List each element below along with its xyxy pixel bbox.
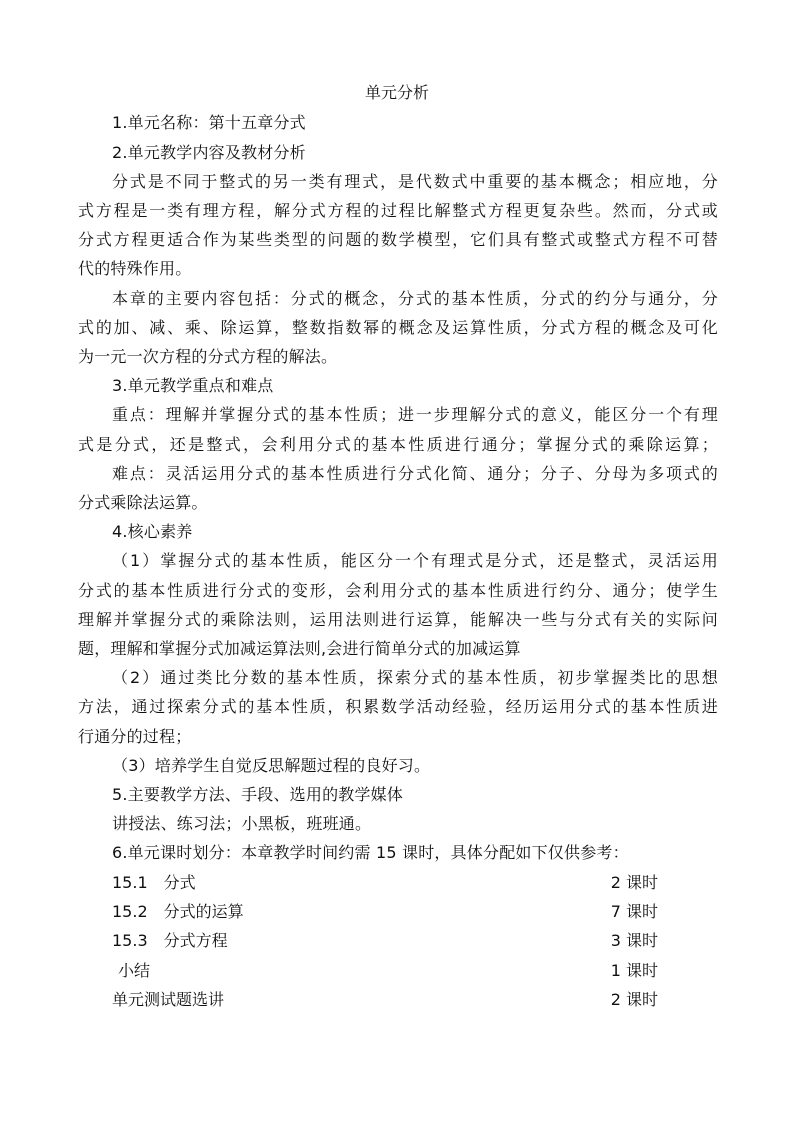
paragraph-line: 方法，通过探索分式的基本性质，积累数学活动经验，经历运用分式的基本性质进: [78, 697, 718, 716]
schedule-item-hours: 1 课时: [610, 961, 658, 980]
paragraph-line: 行通分的过程；: [78, 727, 192, 746]
paragraph-line: 讲授法、练习法；小黑板，班班通。: [112, 814, 372, 833]
schedule-item-name: 15.3 分式方程: [112, 931, 228, 950]
paragraph-line: 式是分式，还是整式，会利用分式的基本性质进行通分；掌握分式的乘除运算；: [78, 435, 718, 454]
paragraph-line: 重点：理解并掌握分式的基本性质；进一步理解分式的意义，能区分一个有理: [112, 405, 718, 424]
schedule-row: [112, 989, 658, 1011]
schedule-item-name: 15.2 分式的运算: [112, 902, 244, 921]
paragraph-line: 分式是不同于整式的另一类有理式，是代数式中重要的基本概念；相应地，分: [112, 172, 718, 191]
section-heading-key-points: 3.单元教学重点和难点: [112, 376, 274, 395]
schedule-row: [112, 901, 658, 923]
schedule-item-name: 单元测试题选讲: [112, 990, 225, 1009]
paragraph-line: 式的加、减、乘、除运算，整数指数幂的概念及运算性质，分式方程的概念及可化: [78, 318, 718, 337]
schedule-item-hours: 2 课时: [610, 873, 658, 892]
paragraph-line: 代的特殊作用。: [78, 259, 192, 278]
paragraph-line: （1）掌握分式的基本性质，能区分一个有理式是分式，还是整式，灵活运用: [112, 551, 718, 570]
section-heading-content-analysis: 2.单元教学内容及教材分析: [112, 143, 306, 162]
paragraph-line: 为一元一次方程的分式方程的解法。: [78, 347, 338, 366]
paragraph-line: 本章的主要内容包括：分式的概念，分式的基本性质，分式的约分与通分，分: [112, 289, 718, 308]
schedule-row: [112, 872, 658, 894]
paragraph-line: （2）通过类比分数的基本性质，探索分式的基本性质，初步掌握类比的思想: [112, 668, 718, 687]
schedule-item-name: 小结: [118, 961, 151, 980]
schedule-item-hours: 3 课时: [610, 931, 658, 950]
paragraph-line: 分式乘除法运算。: [78, 493, 208, 512]
page-title: 单元分析: [364, 83, 429, 102]
paragraph-line: （3）培养学生自觉反思解题过程的良好习。: [112, 756, 431, 775]
section-heading-methods: 5.主要教学方法、手段、选用的教学媒体: [112, 785, 404, 804]
paragraph-line: 难点：灵活运用分式的基本性质进行分式化简、通分；分子、分母为多项式的: [112, 464, 718, 483]
paragraph-line: 分式的基本性质进行分式的变形，会利用分式的基本性质进行约分、通分；使学生: [78, 581, 718, 600]
schedule-item-hours: 2 课时: [610, 990, 658, 1009]
schedule-item-name: 15.1 分式: [112, 873, 196, 892]
section-heading-core-literacy: 4.核心素养: [112, 522, 193, 541]
schedule-row: [112, 930, 658, 952]
paragraph-line: 题，理解和掌握分式加减运算法则,会进行简单分式的加减运算: [78, 639, 521, 658]
section-heading-unit-name: 1.单元名称：第十五章分式: [112, 113, 306, 132]
paragraph-line: 分式方程更适合作为某些类型的问题的数学模型，它们具有整式或整式方程不可替: [78, 230, 718, 249]
section-heading-schedule: 6.单元课时划分：本章教学时间约需 15 课时，具体分配如下仅供参考：: [112, 843, 629, 862]
paragraph-line: 理解并掌握分式的乘除法则，运用法则进行运算，能解决一些与分式有关的实际问: [78, 610, 718, 629]
paragraph-line: 式方程是一类有理方程，解分式方程的过程比解整式方程更复杂些。然而，分式或: [78, 201, 718, 220]
schedule-item-hours: 7 课时: [610, 902, 658, 921]
schedule-row: [112, 960, 658, 982]
